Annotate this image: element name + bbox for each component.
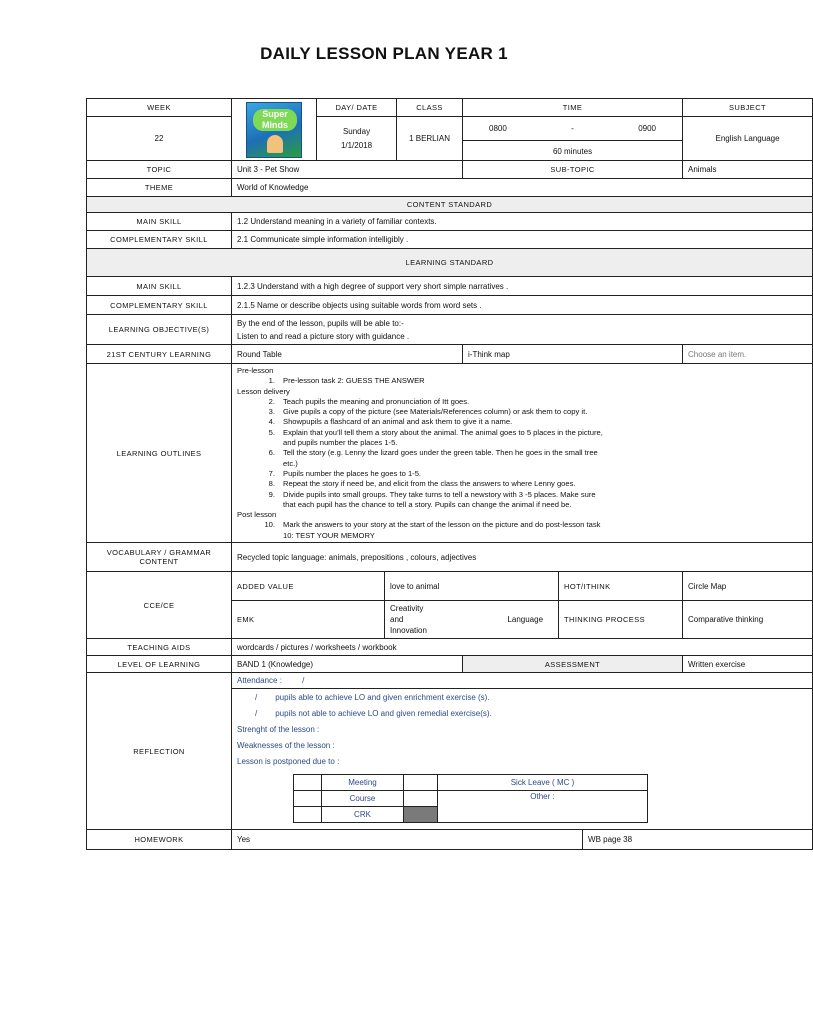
cs-main-skill-label: MAIN SKILL [87, 213, 232, 231]
course-checkbox[interactable] [294, 791, 322, 807]
homework-page: WB page 38 [583, 830, 813, 850]
other-label[interactable]: Other : [438, 791, 648, 823]
lesson-plan-form [86, 98, 780, 850]
lesson-plan-table [86, 98, 813, 850]
emk-label: EMK [232, 601, 385, 639]
outlines-cell [232, 364, 813, 543]
outlines-pre-heading: Pre-lesson [237, 366, 274, 375]
outline-item-cont: 10: TEST YOUR MEMORY [283, 530, 375, 540]
emk-language: Language [507, 615, 544, 625]
added-value-label: ADDED VALUE [232, 572, 385, 601]
attendance-line [237, 674, 807, 687]
assessment-value: Written exercise [683, 656, 813, 673]
objectives-line-1: By the end of the lesson, pupils will be able to:- [237, 318, 404, 328]
vocab-label: VOCABULARY / GRAMMAR CONTENT [87, 543, 232, 572]
vocab-value: Recycled topic language: animals, prepositions , colours, adjectives [232, 543, 813, 572]
outline-item-cont: that each pupil has the chance to tell a story. Pupils can change the animal if need be. [283, 499, 572, 509]
day-date-cell [317, 117, 397, 161]
outline-item: 10. Mark the answers to your story at the start of the lesson on the picture and do post-lesson task [264, 520, 601, 530]
level-value: BAND 1 (Knowledge) [232, 656, 463, 673]
duration-value: 60 minutes [552, 146, 593, 156]
assessment-label: ASSESSMENT [463, 656, 683, 673]
postponed-line: Lesson is postponed due to : [237, 757, 340, 767]
cs-comp-skill-value: 2.1 Communicate simple information intelligibly . [232, 231, 813, 249]
outline-item: 6. Tell the story (e.g. Lenny the lizard goes under the green table. Then he goes in the small tree [268, 448, 598, 458]
theme-row [87, 179, 813, 197]
outline-item: 2. Teach pupils the meaning and pronunciation of Itt goes. [268, 396, 470, 406]
ls-comp-skill-value: 2.1.5 Name or describe objects using suitable words from word sets . [232, 296, 813, 315]
outline-item-cont: and pupils number the places 1-5. [283, 438, 398, 448]
ls-main-skill-label: MAIN SKILL [87, 277, 232, 296]
century-item-3[interactable]: Choose an item. [683, 345, 813, 364]
thinking-value: Comparative thinking [683, 601, 813, 639]
sick-leave-label: Sick Leave ( MC ) [438, 775, 648, 791]
cs-comp-skill-label: COMPLEMENTARY SKILL [87, 231, 232, 249]
outline-item: 3. Give pupils a copy of the picture (see Materials/References column) or ask them to copy it. [268, 407, 588, 417]
day-date-label: DAY/ DATE [317, 99, 397, 117]
ls-comp-skill-label: COMPLEMENTARY SKILL [87, 296, 232, 315]
objectives-cell [232, 315, 813, 345]
outline-item: 1. Pre-lesson task 2: GUESS THE ANSWER [268, 376, 425, 386]
aids-label: TEACHING AIDS [87, 639, 232, 656]
hot-label: HOT/ITHINK [559, 572, 683, 601]
learning-standard-heading: LEARNING STANDARD [87, 249, 813, 277]
level-label: LEVEL OF LEARNING [87, 656, 232, 673]
course-label: Course [322, 791, 404, 807]
outline-item: 5. Explain that you’ll tell them a story about the animal. The animal goes to 5 places in the picture, [268, 427, 603, 437]
attendance-slash: / [302, 676, 305, 686]
thinking-label: THINKING PROCESS [559, 601, 683, 639]
outline-item-cont: etc.) [283, 458, 298, 468]
reflection-cell [232, 673, 813, 830]
sick-leave-checkbox[interactable] [404, 775, 438, 791]
subtopic-label: SUB-TOPIC [463, 161, 683, 179]
theme-value: World of Knowledge [232, 179, 813, 197]
ls-main-skill-row [87, 277, 813, 296]
subject-value: English Language [683, 117, 813, 161]
meeting-checkbox[interactable] [294, 775, 322, 791]
outline-item: 8. Repeat the story if need be, and elicit from the class the answers to where Lenny goes. [268, 479, 576, 489]
book-cover-image [246, 102, 302, 158]
homework-value: Yes [232, 830, 583, 850]
outlines-row [87, 364, 813, 543]
objectives-row [87, 315, 813, 345]
book-cover-cell [232, 99, 317, 161]
emk-innovation: Innovation [390, 626, 427, 636]
header-values-row [87, 117, 813, 161]
time-start: 0800 [489, 123, 507, 133]
time-separator: - [571, 123, 574, 133]
ls-comp-skill-row [87, 296, 813, 315]
century-row [87, 345, 813, 364]
emk-cell [385, 601, 559, 639]
week-label: WEEK [87, 99, 232, 117]
crk-shaded-cell [404, 807, 438, 823]
objectives-label: LEARNING OBJECTIVE(S) [87, 315, 232, 345]
postponed-reasons-table [293, 774, 648, 823]
emk-and: and [390, 615, 404, 625]
level-row [87, 656, 813, 673]
topic-label: TOPIC [87, 161, 232, 179]
ls-main-skill-value: 1.2.3 Understand with a high degree of support very short simple narratives . [232, 277, 813, 296]
cs-main-skill-value: 1.2 Understand meaning in a variety of familiar contexts. [232, 213, 813, 231]
aids-value: wordcards / pictures / worksheets / workbook [232, 639, 813, 656]
century-label: 21ST CENTURY LEARNING [87, 345, 232, 364]
remedial-line: / pupils not able to achieve LO and given remedial exercise(s). [255, 709, 492, 719]
other-checkbox[interactable] [404, 791, 438, 807]
time-cell [463, 117, 683, 161]
content-standard-heading: CONTENT STANDARD [87, 197, 813, 213]
emk-creativity: Creativity [390, 604, 424, 614]
strength-line: Strenght of the lesson : [237, 725, 320, 735]
cce-label: CCE/CE [87, 572, 232, 639]
cce-row-1 [87, 572, 813, 601]
reflection-label: REFLECTION [87, 673, 232, 830]
book-logo: Super Minds [253, 109, 297, 131]
book-character [267, 135, 283, 153]
subtopic-value: Animals [683, 161, 813, 179]
meeting-label: Meeting [322, 775, 404, 791]
learning-standard-row [87, 249, 813, 277]
added-value-value: love to animal [385, 572, 559, 601]
content-standard-row [87, 197, 813, 213]
header-labels-row [87, 99, 813, 117]
vocab-row [87, 543, 813, 572]
outlines-post-heading: Post lesson [237, 510, 277, 520]
cs-main-skill-row [87, 213, 813, 231]
subject-label: SUBJECT [683, 99, 813, 117]
century-item-1: Round Table [232, 345, 463, 364]
outline-item: 4. Showpupils a flashcard of an animal and ask them to give it a name. [268, 417, 513, 427]
week-value: 22 [87, 117, 232, 161]
hot-value: Circle Map [683, 572, 813, 601]
weakness-line: Weaknesses of the lesson : [237, 741, 335, 751]
aids-row [87, 639, 813, 656]
class-label: CLASS [397, 99, 463, 117]
homework-row [87, 830, 813, 850]
crk-checkbox[interactable] [294, 807, 322, 823]
outline-item: 9. Divide pupils into small groups. They take turns to tell a newstory with 3 -5 places. Make sure [268, 489, 596, 499]
day-value: Sunday [342, 127, 371, 136]
outline-item: 7. Pupils number the places he goes to 1-5. [268, 468, 422, 478]
topic-value: Unit 3 - Pet Show [232, 161, 463, 179]
attendance-label: Attendance : [237, 676, 282, 686]
cs-comp-skill-row [87, 231, 813, 249]
time-end: 0900 [638, 123, 656, 133]
homework-label: HOMEWORK [87, 830, 232, 850]
crk-label: CRK [322, 807, 404, 823]
outlines-label: LEARNING OUTLINES [87, 364, 232, 543]
topic-row [87, 161, 813, 179]
class-value: 1 BERLIAN [397, 117, 463, 161]
outlines-lesson-heading: Lesson delivery [237, 386, 290, 396]
theme-label: THEME [87, 179, 232, 197]
enrichment-line: / pupils able to achieve LO and given enrichment exercise (s). [255, 693, 490, 703]
time-label: TIME [463, 99, 683, 117]
date-value: 1/1/2018 [340, 141, 373, 150]
page-title: DAILY LESSON PLAN YEAR 1 [260, 44, 508, 63]
century-item-2: i-Think map [463, 345, 683, 364]
reflection-row [87, 673, 813, 830]
objectives-line-2: Listen to and read a picture story with guidance . [237, 331, 410, 341]
